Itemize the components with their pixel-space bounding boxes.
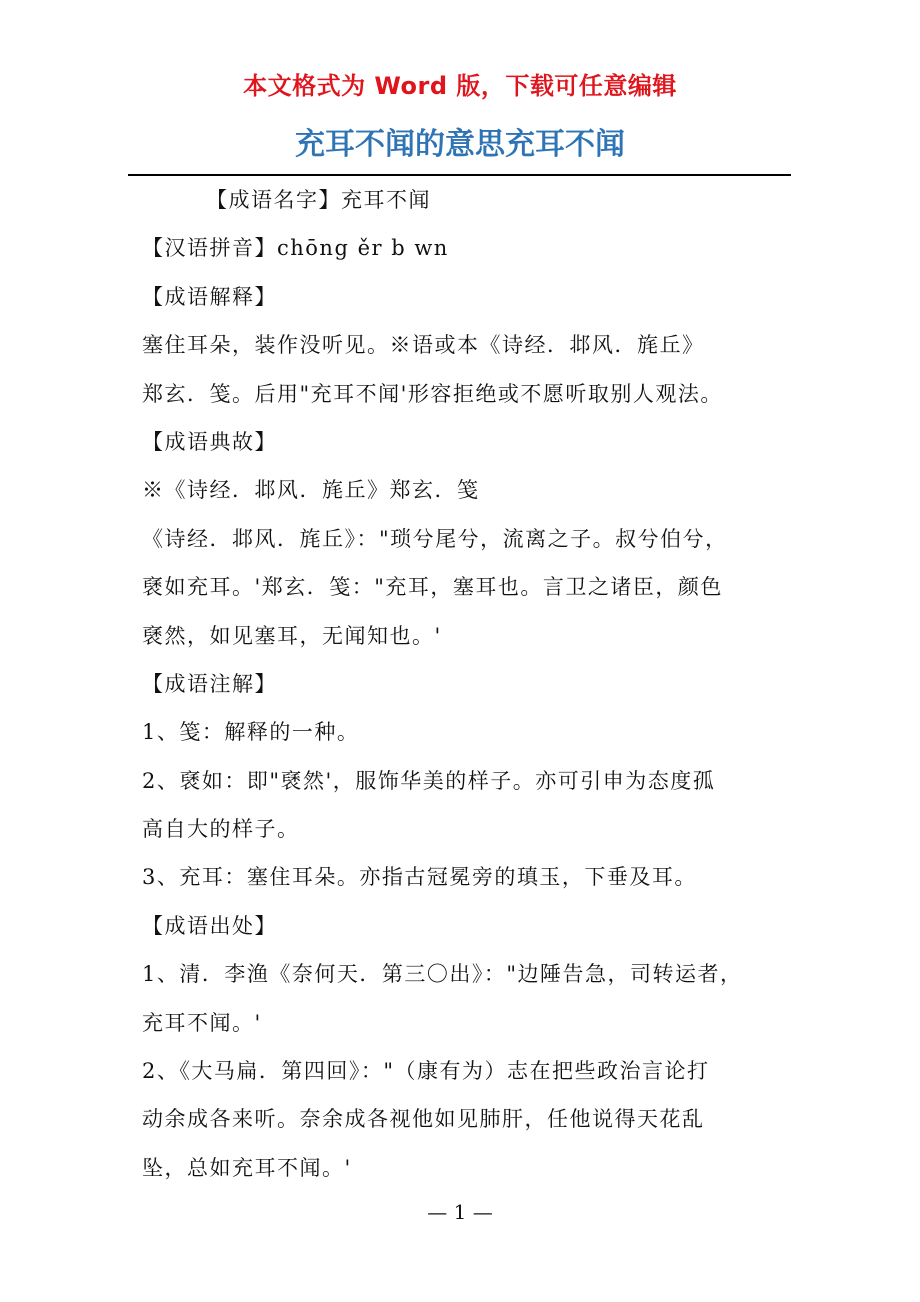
note-item: 2、褎如：即"褎然'，服饰华美的样子。亦可引申为态度孤 (142, 768, 716, 793)
download-banner: 本文格式为 Word 版，下载可任意编辑 (243, 72, 677, 100)
source-item-continuation: 坠，总如充耳不闻。' (142, 1155, 352, 1180)
document-title: 充耳不闻的意思充耳不闻 (295, 127, 625, 162)
paragraph-line: 《诗经．邶风．旄丘》："琐兮尾兮，流离之子。叔兮伯兮， (142, 526, 728, 551)
document-body (142, 176, 802, 1192)
paragraph-line: 塞住耳朵，装作没听见。※语或本《诗经．邶风．旄丘》 (142, 333, 705, 358)
heading-explanation: 【成语解释】 (142, 284, 277, 309)
source-item: 1、清．李渔《奈何天．第三〇出》："边陲告急，司转运者， (142, 962, 743, 987)
section-pinyin-line: 【汉语拼音】chōng ěr b wn (142, 236, 449, 261)
note-item: 3、充耳：塞住耳朵。亦指古冠冕旁的瑱玉，下垂及耳。 (142, 865, 697, 890)
section-name-line: 【成语名字】充耳不闻 (206, 188, 431, 212)
paragraph-line: 褎然，如见塞耳，无闻知也。' (142, 623, 442, 648)
page-number: — 1 — (427, 1200, 493, 1224)
source-item-continuation: 动余成各来听。奈余成各视他如见肺肝，任他说得天花乱 (142, 1107, 705, 1132)
paragraph-line: ※《诗经．邶风．旄丘》郑玄．笺 (142, 478, 480, 503)
note-item-continuation: 高自大的样子。 (142, 817, 300, 842)
heading-allusion: 【成语典故】 (142, 429, 277, 454)
paragraph-line: 郑玄．笺。后用"充耳不闻'形容拒绝或不愿听取别人观法。 (142, 381, 723, 406)
note-item: 1、笺：解释的一种。 (142, 720, 360, 745)
heading-notes: 【成语注解】 (142, 671, 277, 696)
heading-source: 【成语出处】 (142, 913, 277, 938)
paragraph-line: 褎如充耳。'郑玄．笺："充耳，塞耳也。言卫之诸臣，颜色 (142, 575, 723, 600)
source-item: 2、《大马扁．第四回》："（康有为）志在把些政治言论打 (142, 1059, 710, 1084)
source-item-continuation: 充耳不闻。' (142, 1010, 262, 1035)
